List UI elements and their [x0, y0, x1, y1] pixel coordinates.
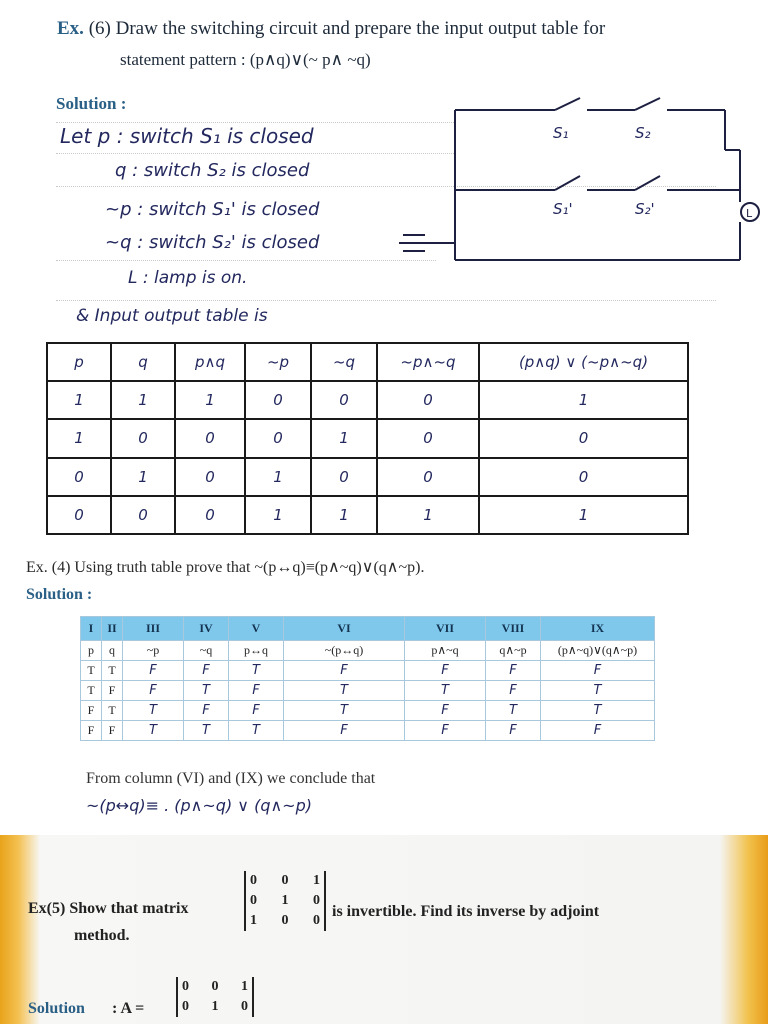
table-header-cell: VI	[284, 617, 405, 641]
table-cell: 0	[311, 381, 377, 419]
table-header-cell: q∧~p	[486, 641, 541, 661]
table-header-cell: ~p	[123, 641, 184, 661]
table-header-cell: ~p	[245, 343, 311, 381]
ex5-text-c: method.	[74, 927, 130, 944]
table-cell: 1	[245, 458, 311, 496]
note-lamp: L : lamp is on.	[128, 268, 248, 288]
ex6-solution-label: Solution :	[56, 94, 127, 113]
table-header-row	[81, 641, 655, 661]
matrix-row	[246, 871, 324, 891]
note-not-q: ~q : switch S₂' is closed	[105, 232, 320, 253]
table-header-cell: p↔q	[229, 641, 284, 661]
table-row	[81, 701, 655, 721]
table-header-cell: VIII	[486, 617, 541, 641]
table-cell: T	[123, 721, 184, 741]
ex4-heading: Ex. (4) Using truth table prove that ~(p↔q)≡(p∧~q)∨(q∧~p).	[26, 559, 425, 576]
table-cell: T	[541, 701, 655, 721]
lamp-label: L	[746, 207, 753, 220]
table-header-cell: IV	[184, 617, 229, 641]
ex6-heading	[57, 18, 605, 40]
matrix-row	[178, 977, 252, 997]
table-cell: 0	[175, 419, 245, 457]
ex5-solution-eq: : A =	[112, 1000, 145, 1017]
table-row	[47, 458, 688, 496]
table-header-cell: ~p∧~q	[377, 343, 479, 381]
table-cell: 1	[311, 496, 377, 534]
table-cell: F	[81, 721, 102, 741]
table-cell: F	[541, 661, 655, 681]
switch-s1-prime-label: S₁'	[553, 200, 573, 218]
table-cell: 0	[479, 419, 688, 457]
table-row	[47, 381, 688, 419]
ruled-line	[56, 260, 436, 261]
table-cell: F	[123, 661, 184, 681]
table-cell: F	[81, 701, 102, 721]
ex5-text-a: Show that matrix	[69, 900, 189, 917]
matrix-cell: 0	[281, 913, 289, 928]
table-header-cell: p∧q	[175, 343, 245, 381]
ex5-section	[0, 835, 768, 1024]
ex5-label: Ex(5)	[28, 900, 66, 917]
table-cell: T	[229, 661, 284, 681]
table-cell: T	[123, 701, 184, 721]
table-row	[81, 721, 655, 741]
ex5-text-b: is invertible. Find its inverse by adjoint	[332, 903, 600, 920]
table-cell: 0	[47, 458, 111, 496]
table-cell: F	[229, 701, 284, 721]
matrix-cell: 0	[313, 913, 320, 928]
matrix-cell: 1	[211, 999, 219, 1014]
table-cell: F	[486, 661, 541, 681]
table-cell: T	[405, 681, 486, 701]
matrix-row	[246, 891, 324, 911]
ex6-heading-text: (6) Draw the switching circuit and prepare the input output table for	[88, 18, 606, 39]
switch-s1-label: S₁	[553, 124, 569, 142]
table-cell: F	[541, 721, 655, 741]
matrix-cell: 1	[241, 979, 248, 994]
ruled-line	[56, 300, 716, 301]
table-cell: 1	[245, 496, 311, 534]
table-cell: F	[102, 681, 123, 701]
table-cell: F	[405, 661, 486, 681]
ex4-conclusion-line2: ~(p↔q)≡ . (p∧~q) ∨ (q∧~p)	[86, 796, 312, 815]
matrix-cell: 0	[250, 873, 257, 888]
table-cell: F	[229, 681, 284, 701]
table-row	[47, 419, 688, 457]
matrix-cell: 0	[182, 979, 189, 994]
ex6-truth-table	[46, 342, 689, 535]
table-cell: T	[229, 721, 284, 741]
table-cell: 0	[377, 458, 479, 496]
table-cell: F	[184, 661, 229, 681]
table-header-row	[47, 343, 688, 381]
ex5-solution-label: Solution	[28, 1000, 85, 1017]
table-header-cell: ~(p↔q)	[284, 641, 405, 661]
table-cell: 1	[111, 381, 175, 419]
matrix-row	[246, 911, 324, 931]
table-cell: 1	[479, 496, 688, 534]
switch-s2-prime-label: S₂'	[635, 200, 655, 218]
note-table-intro: & Input output table is	[76, 306, 268, 326]
table-header-cell: q	[111, 343, 175, 381]
table-header-cell: p	[47, 343, 111, 381]
ex5-heading	[28, 900, 188, 918]
note-q: q : switch S₂ is closed	[115, 160, 310, 181]
table-cell: 0	[479, 458, 688, 496]
table-cell: F	[405, 721, 486, 741]
table-cell: F	[123, 681, 184, 701]
table-header-cell: (p∧q) ∨ (~p∧~q)	[479, 343, 688, 381]
table-header-cell: II	[102, 617, 123, 641]
matrix-cell: 0	[313, 893, 320, 908]
table-numeral-row	[81, 617, 655, 641]
table-header-cell: ~q	[184, 641, 229, 661]
matrix-cell: 0	[250, 893, 257, 908]
matrix-cell: 0	[281, 873, 289, 888]
ex6-label: Ex.	[57, 18, 84, 39]
table-header-cell: p	[81, 641, 102, 661]
ex4-solution-label: Solution :	[26, 586, 93, 603]
table-header-cell: III	[123, 617, 184, 641]
table-cell: 0	[111, 419, 175, 457]
table-cell: 1	[377, 496, 479, 534]
table-header-cell: I	[81, 617, 102, 641]
note-p: Let p : switch S₁ is closed	[60, 124, 314, 148]
table-cell: T	[102, 701, 123, 721]
table-cell: T	[541, 681, 655, 701]
table-cell: 0	[245, 419, 311, 457]
table-row	[47, 496, 688, 534]
table-cell: F	[405, 701, 486, 721]
table-cell: F	[486, 721, 541, 741]
note-not-p: ~p : switch S₁' is closed	[105, 199, 320, 220]
table-cell: 0	[47, 496, 111, 534]
matrix-cell: 0	[211, 979, 219, 994]
table-cell: 0	[175, 496, 245, 534]
matrix-cell: 0	[182, 999, 189, 1014]
table-cell: T	[184, 681, 229, 701]
ex5-solution-matrix	[176, 977, 254, 1017]
table-cell: T	[184, 721, 229, 741]
table-cell: 0	[377, 381, 479, 419]
table-cell: F	[102, 721, 123, 741]
table-header-cell: ~q	[311, 343, 377, 381]
table-cell: 0	[111, 496, 175, 534]
table-cell: F	[486, 681, 541, 701]
table-cell: F	[284, 721, 405, 741]
table-header-cell: V	[229, 617, 284, 641]
table-header-cell: IX	[541, 617, 655, 641]
ex4-conclusion: From column (VI) and (IX) we conclude that	[86, 770, 376, 787]
table-header-cell: p∧~q	[405, 641, 486, 661]
table-cell: T	[486, 701, 541, 721]
table-cell: 1	[111, 458, 175, 496]
table-cell: 0	[311, 458, 377, 496]
table-cell: 1	[479, 381, 688, 419]
matrix-cell: 1	[281, 893, 289, 908]
table-cell: 1	[311, 419, 377, 457]
table-cell: 0	[175, 458, 245, 496]
table-cell: T	[81, 681, 102, 701]
table-row	[81, 661, 655, 681]
table-cell: T	[81, 661, 102, 681]
table-cell: T	[102, 661, 123, 681]
table-cell: 1	[175, 381, 245, 419]
table-cell: T	[284, 701, 405, 721]
switching-circuit	[395, 90, 765, 270]
table-cell: 1	[47, 419, 111, 457]
matrix-cell: 1	[250, 913, 257, 928]
ex6-heading-line2: statement pattern : (p∧q)∨(~ p∧ ~q)	[120, 50, 371, 69]
table-cell: 0	[377, 419, 479, 457]
switch-s2-label: S₂	[635, 124, 651, 142]
table-header-cell: q	[102, 641, 123, 661]
table-cell: F	[284, 661, 405, 681]
matrix-row	[178, 997, 252, 1017]
table-cell: 1	[47, 381, 111, 419]
matrix-cell: 0	[241, 999, 248, 1014]
table-row	[81, 681, 655, 701]
table-cell: F	[184, 701, 229, 721]
ex4-truth-table	[80, 616, 655, 741]
table-header-cell: VII	[405, 617, 486, 641]
ex5-matrix	[244, 871, 326, 931]
table-cell: 0	[245, 381, 311, 419]
table-cell: T	[284, 681, 405, 701]
matrix-cell: 1	[313, 873, 320, 888]
table-header-cell: (p∧~q)∨(q∧~p)	[541, 641, 655, 661]
